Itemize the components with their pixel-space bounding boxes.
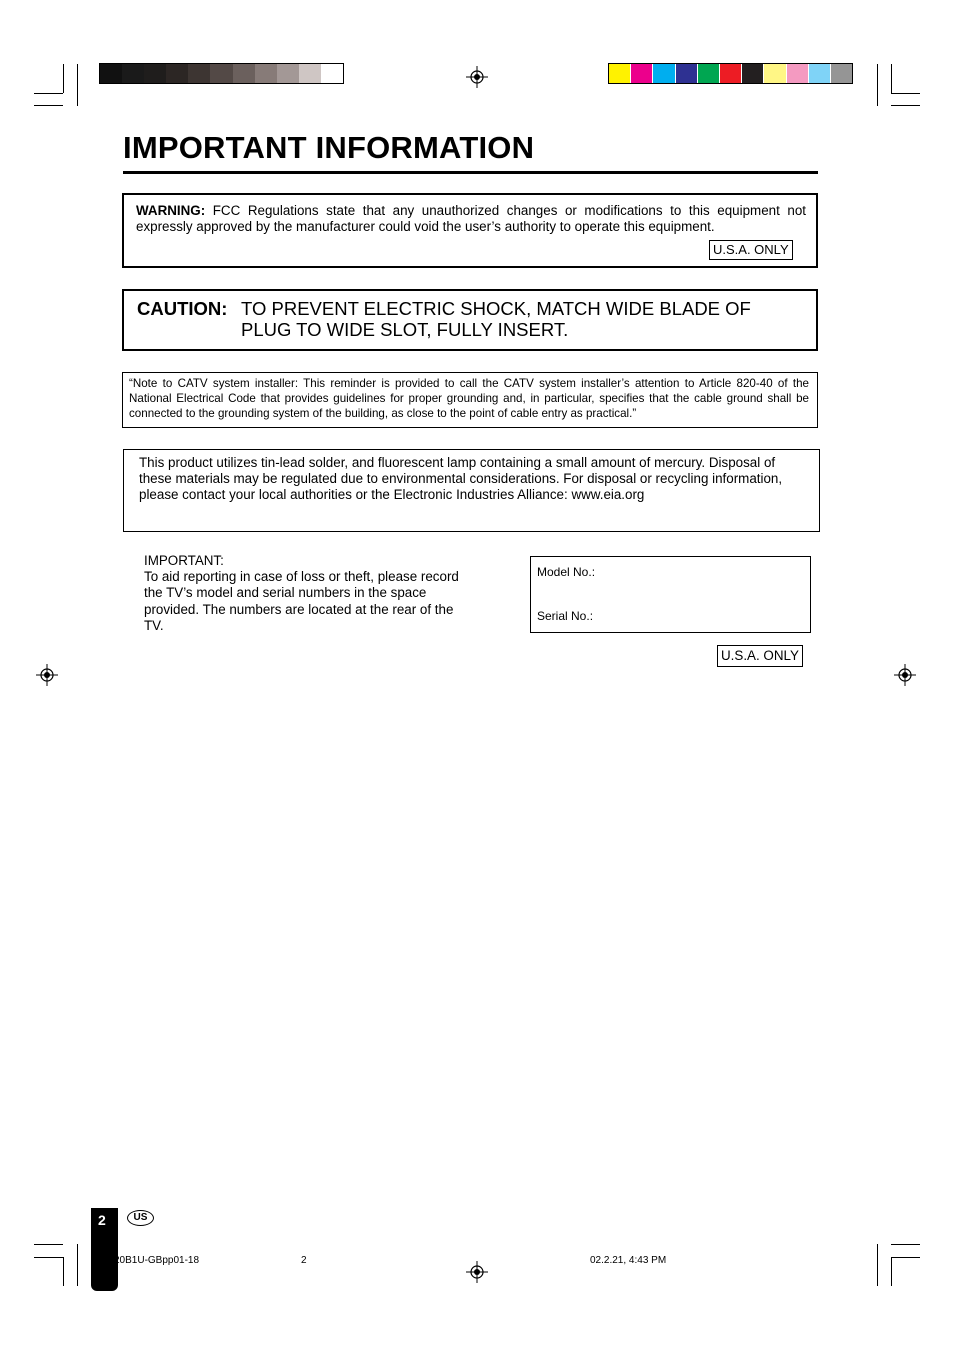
warning-label: WARNING:: [136, 203, 206, 218]
caution-text: TO PREVENT ELECTRIC SHOCK, MATCH WIDE BLADE OF PLUG TO WIDE SLOT, FULLY INSERT.: [241, 298, 751, 340]
crop-mark: [34, 93, 63, 94]
crop-mark: [891, 1257, 892, 1286]
crop-mark: [891, 64, 892, 93]
footer-page-ref: 2: [301, 1255, 307, 1266]
gray-swatch: [166, 64, 188, 83]
process-color-bar: [608, 63, 853, 84]
color-swatch: [698, 64, 720, 83]
registration-mark-icon: [466, 66, 488, 88]
gray-swatch: [255, 64, 277, 83]
title-rule: [123, 171, 818, 174]
catv-note-text: “Note to CATV system installer: This reminder is provided to call the CATV system installer’s attention to Article 820-40 of the National Electrical Code that provides guidelines for proper grounding and, in particular, specifies that the cable ground shall be connected to the grounding system of the building, as close to the point of cable entry as practical.”: [129, 377, 809, 420]
color-swatch: [809, 64, 831, 83]
color-swatch: [631, 64, 653, 83]
grayscale-color-bar: [99, 63, 344, 84]
color-swatch: [787, 64, 809, 83]
solder-note-text: This product utilizes tin-lead solder, and fluorescent lamp containing a small amount of mercury. Disposal of these materials may be regulated due to environmental considerations. For disposal or recycling information, please contact your local authorities or the Electronic Industries Alliance: www.eia.org: [139, 455, 783, 502]
region-badge: U.S.A. ONLY: [717, 645, 803, 667]
footer-file-name: 20B1U-GBpp01-18: [114, 1255, 200, 1266]
color-swatch: [653, 64, 675, 83]
gray-swatch: [188, 64, 210, 83]
model-number-label: Model No.:: [537, 565, 596, 579]
footer-timestamp: 02.2.21, 4:43 PM: [590, 1255, 667, 1266]
gray-swatch: [321, 64, 343, 83]
important-body: To aid reporting in case of loss or theft, please record the TV’s model and serial numbers in the space provided. The numbers are located at the rear of the TV.: [144, 569, 459, 633]
crop-mark: [891, 1257, 920, 1258]
crop-mark: [34, 1257, 63, 1258]
gray-swatch: [100, 64, 122, 83]
color-swatch: [831, 64, 852, 83]
crop-mark: [891, 1244, 920, 1245]
color-swatch: [742, 64, 764, 83]
important-heading: IMPORTANT:: [144, 553, 224, 568]
gray-swatch: [233, 64, 255, 83]
crop-mark: [77, 64, 78, 106]
warning-text: [136, 203, 806, 235]
region-badge: U.S.A. ONLY: [709, 240, 793, 260]
important-note: [144, 553, 474, 634]
gray-swatch: [299, 64, 321, 83]
page-title: IMPORTANT INFORMATION: [123, 130, 535, 165]
color-swatch: [764, 64, 786, 83]
page-number: 2: [98, 1212, 106, 1228]
crop-mark: [877, 1244, 878, 1286]
color-swatch: [609, 64, 631, 83]
gray-swatch: [277, 64, 299, 83]
color-swatch: [676, 64, 698, 83]
crop-mark: [34, 1244, 63, 1245]
registration-mark-icon: [36, 664, 58, 686]
caution-label: CAUTION:: [137, 298, 228, 319]
gray-swatch: [122, 64, 144, 83]
color-swatch: [720, 64, 742, 83]
crop-mark: [891, 105, 920, 106]
warning-body: FCC Regulations state that any unauthorized changes or modifications to this equipment not expressly approved by the manufacturer could void the user’s authority to operate this equipment.: [136, 203, 806, 234]
gray-swatch: [144, 64, 166, 83]
registration-mark-icon: [466, 1261, 488, 1283]
serial-number-label: Serial No.:: [537, 609, 594, 623]
crop-mark: [77, 1244, 78, 1286]
crop-mark: [877, 64, 878, 106]
crop-mark: [63, 1257, 64, 1286]
gray-swatch: [210, 64, 232, 83]
crop-mark: [63, 64, 64, 93]
crop-mark: [891, 93, 920, 94]
registration-mark-icon: [894, 664, 916, 686]
us-region-icon: US: [127, 1210, 154, 1226]
crop-mark: [34, 105, 63, 106]
